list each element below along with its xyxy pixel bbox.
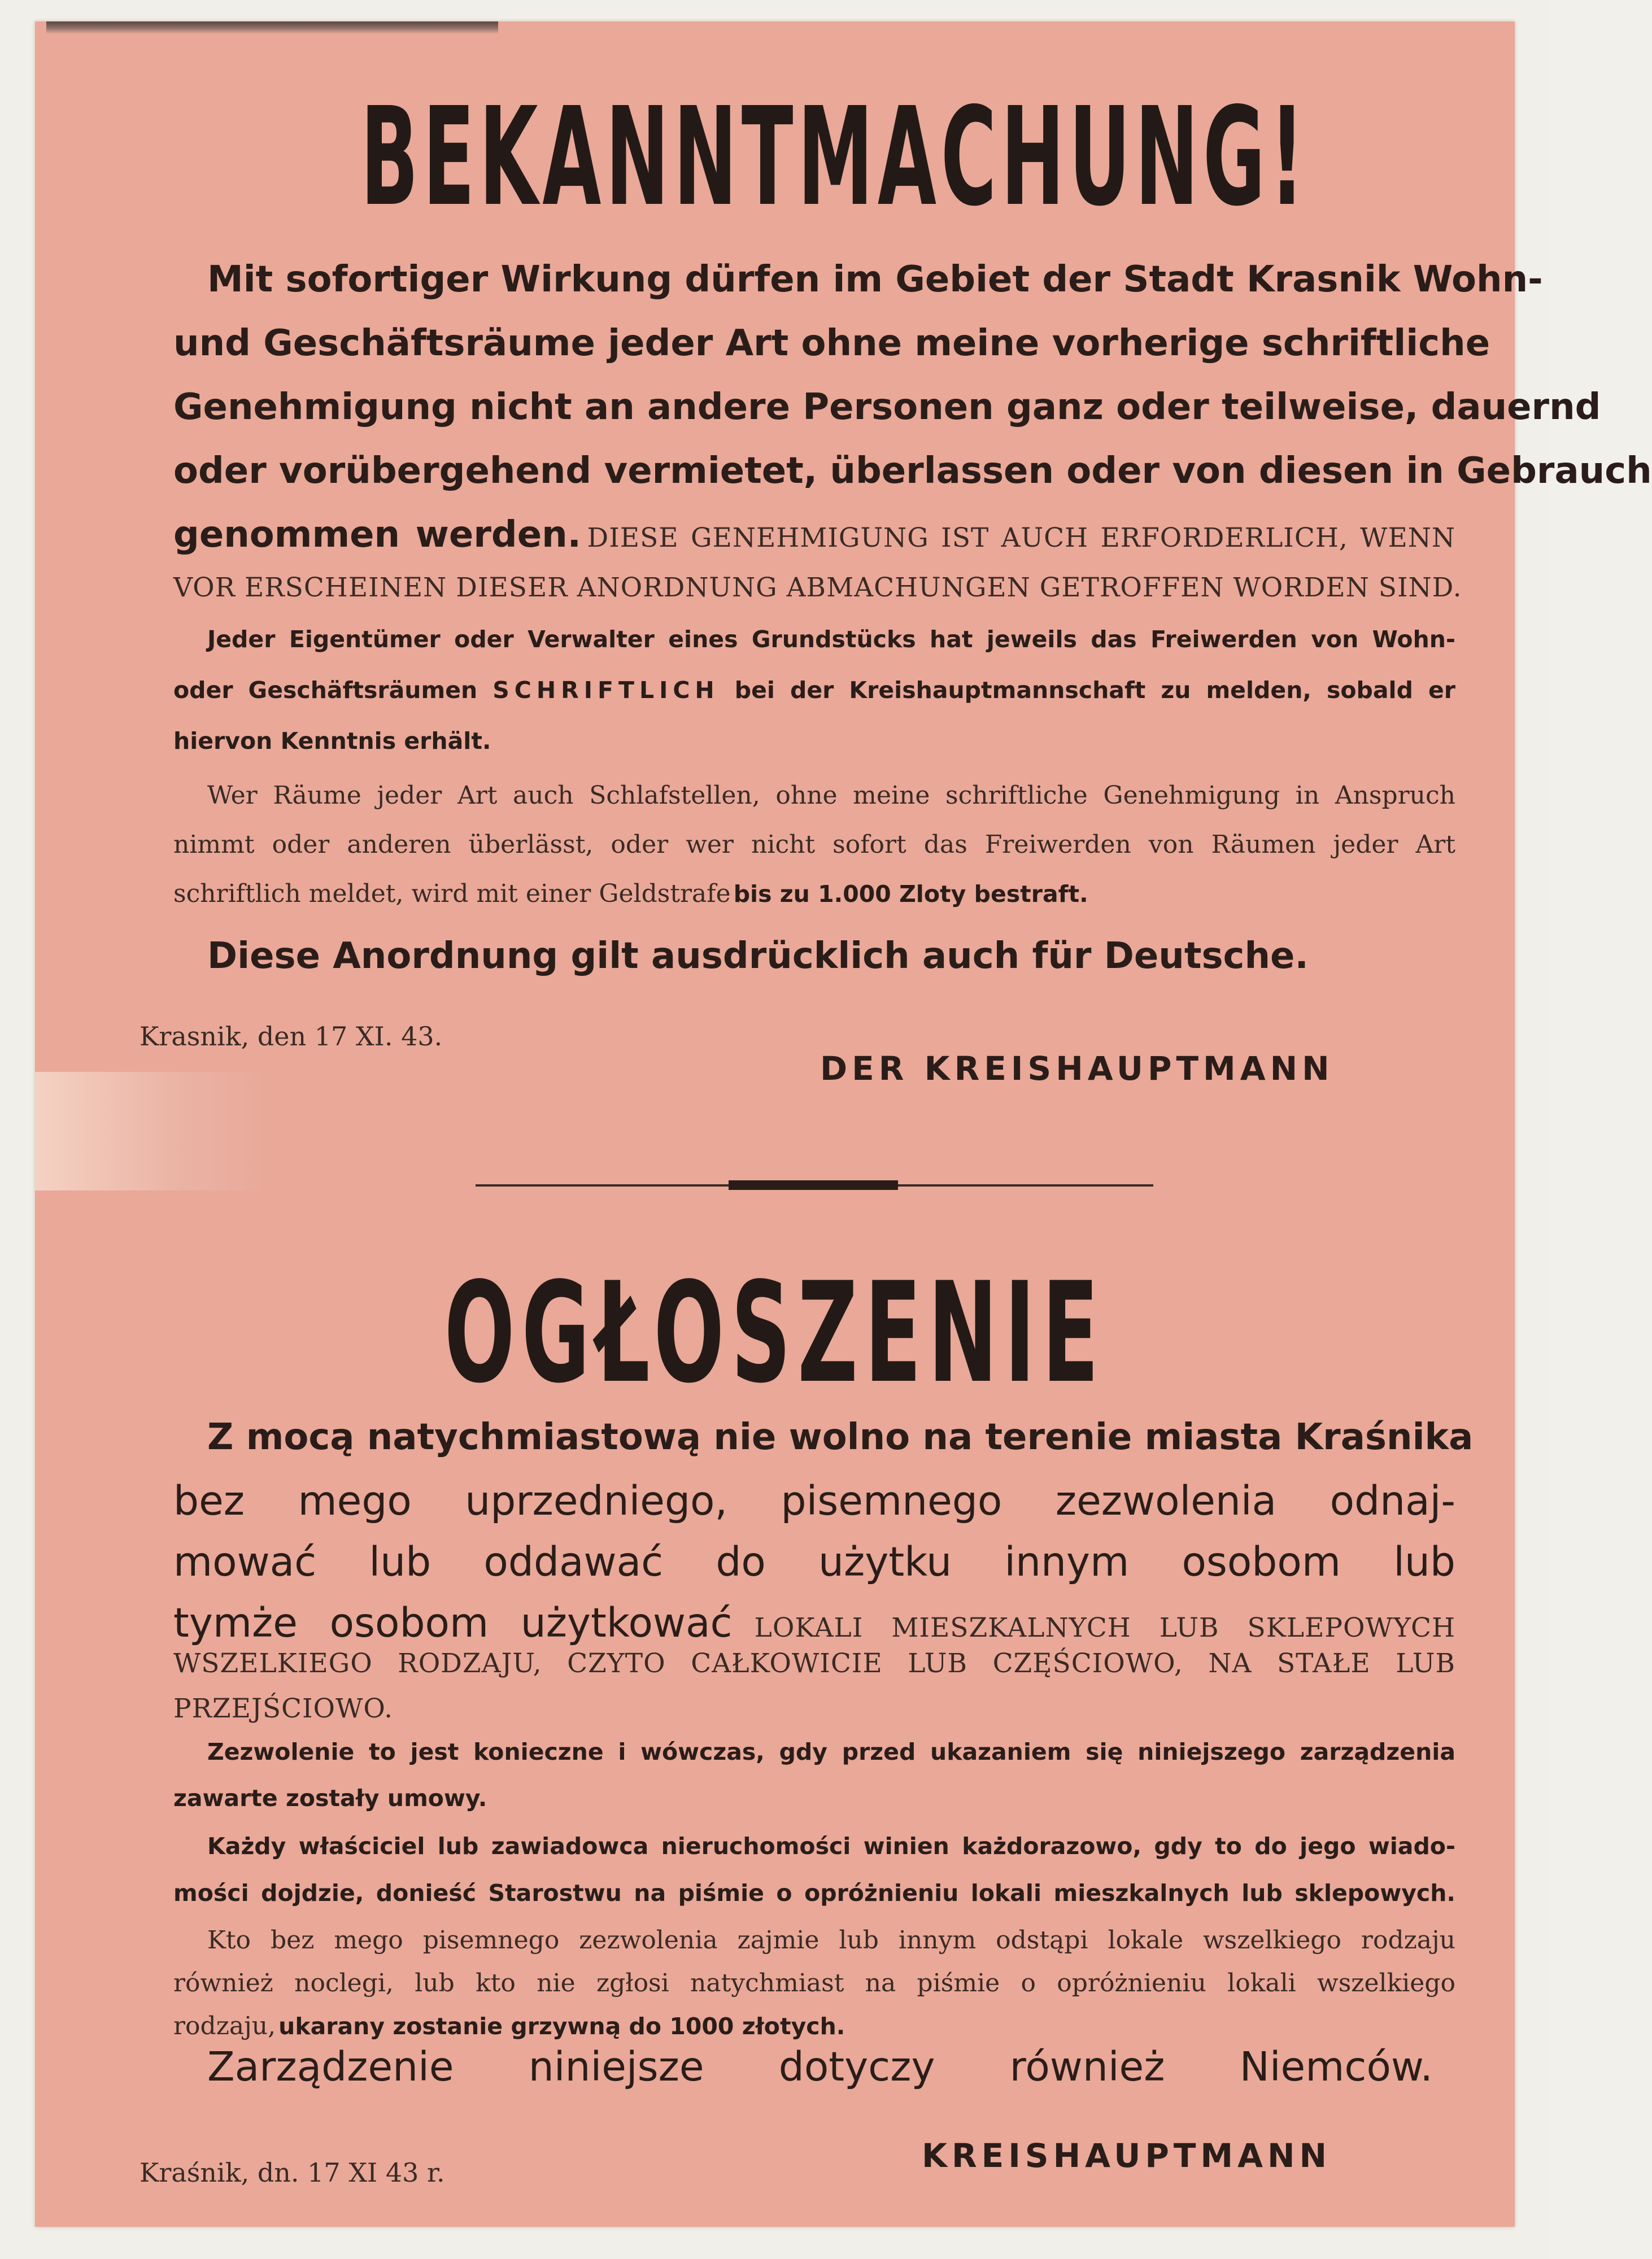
de-p1-bold-end: genommen werden. — [173, 514, 581, 556]
pl-p2-line2: zawarte zostały umowy. — [173, 1785, 487, 1812]
de-p2-schriftlich: SCHRIFTLICH — [492, 677, 720, 704]
pl-p4-line2: również noclegi, lub kto nie zgłosi natychmiast na piśmie o opróżnieniu lokali wszelkiego — [173, 1969, 1455, 1998]
de-closing: Diese Anordnung gilt ausdrücklich auch für Deutsche. — [207, 935, 1309, 977]
de-p3-line3-a: schriftlich meldet, wird mit einer Geldstrafe — [173, 879, 731, 908]
pl-closing: Zarządzenie niniejsze dotyczy również Niemców. — [207, 2043, 1433, 2090]
pl-p3-line2: mości dojdzie, donieść Starostwu na piśmie o opróżnieniu lokali mieszkalnych lub sklepowych. — [173, 1879, 1455, 1907]
pl-p1-line4-caps: LOKALI MIESZKALNYCH LUB SKLEPOWYCH — [754, 1612, 1455, 1643]
pl-p3-line1: Każdy właściciel lub zawiadowca nieruchomości winien każdorazowo, gdy to do jego wiado- — [207, 1833, 1455, 1860]
de-p1-caps-start: DIESE GENEHMIGUNG IST AUCH ERFORDERLICH, WENN — [587, 522, 1456, 553]
pl-place-date: Kraśnik, dn. 17 XI 43 r. — [140, 2157, 445, 2188]
polish-title: OGŁOSZENIE — [444, 1253, 1106, 1414]
pl-p1-caps-last: PRZEJŚCIOWO. — [173, 1693, 394, 1724]
de-p3-fine: bis zu 1.000 Zloty bestraft. — [733, 880, 1088, 908]
de-p1-line2: und Geschäftsräume jeder Art ohne meine vorherige schriftliche — [173, 322, 1490, 364]
de-p2-line3: hiervon Kenntnis erhält. — [173, 727, 491, 755]
de-p3-line3 — [173, 879, 1088, 908]
pl-p1-caps-line: WSZELKIEGO RODZAJU, CZYTO CAŁKOWICIE LUB CZĘŚCIOWO, NA STAŁE LUB — [173, 1648, 1455, 1679]
de-p1-line4: oder vorübergehend vermietet, überlassen oder von diesen in Gebrauch — [173, 450, 1652, 492]
pl-p2-line1: Zezwolenie to jest konieczne i wówczas, gdy przed ukazaniem się niniejszego zarządzenia — [207, 1738, 1455, 1765]
section-divider-center — [729, 1180, 898, 1190]
de-p2-line2-a: oder Geschäftsräumen — [173, 677, 478, 704]
pl-signature: KREISHAUPTMANN — [922, 2136, 1332, 2175]
pl-p1-line2: bez mego uprzedniego, pisemnego zezwolenia odnaj- — [173, 1477, 1455, 1524]
de-p2-line1: Jeder Eigentümer oder Verwalter eines Grundstücks hat jeweils das Freiwerden von Wohn- — [207, 626, 1455, 653]
de-p1-line3: Genehmigung nicht an andere Personen ganz oder teilweise, dauernd — [173, 386, 1601, 428]
pl-p4-fine: ukarany zostanie grzywną do 1000 złotych. — [278, 2013, 845, 2040]
paper-stain — [35, 1072, 272, 1190]
de-p1-line5 — [173, 514, 1455, 556]
pl-p1-line1: Z mocą natychmiastową nie wolno na terenie miasta Kraśnika — [207, 1416, 1474, 1458]
torn-edge — [46, 21, 498, 34]
de-place-date: Krasnik, den 17 XI. 43. — [140, 1021, 443, 1052]
pl-p4-line3-a: rodzaju, — [173, 2012, 276, 2040]
de-p2-line2 — [173, 677, 1455, 704]
de-p1-caps-line: VOR ERSCHEINEN DIESER ANORDNUNG ABMACHUNGEN GETROFFEN WORDEN SIND. — [173, 572, 1462, 603]
de-p3-line2: nimmt oder anderen überlässt, oder wer nicht sofort das Freiwerden von Räumen jeder Art — [173, 830, 1455, 859]
pl-p4-line3 — [173, 2012, 1077, 2040]
pl-p4-line1: Kto bez mego pisemnego zezwolenia zajmie lub innym odstąpi lokale wszelkiego rodzaju — [207, 1926, 1455, 1955]
pl-p1-line4 — [173, 1599, 1455, 1646]
de-p2-line2-b: bei der Kreishauptmannschaft zu melden, sobald er — [734, 677, 1455, 704]
de-p1-line1: Mit sofortiger Wirkung dürfen im Gebiet der Stadt Krasnik Wohn- — [207, 259, 1543, 300]
de-signature: DER KREISHAUPTMANN — [820, 1049, 1334, 1088]
german-title: BEKANNTMACHUNG! — [360, 78, 1309, 236]
pl-p1-line3: mować lub oddawać do użytku innym osobom lub — [173, 1538, 1455, 1585]
poster-sheet — [35, 21, 1652, 2227]
de-p3-line1: Wer Räume jeder Art auch Schlafstellen, ohne meine schriftliche Genehmigung in Anspruch — [207, 781, 1455, 810]
pl-p1-line4-a: tymże osobom użytkować — [173, 1599, 733, 1646]
